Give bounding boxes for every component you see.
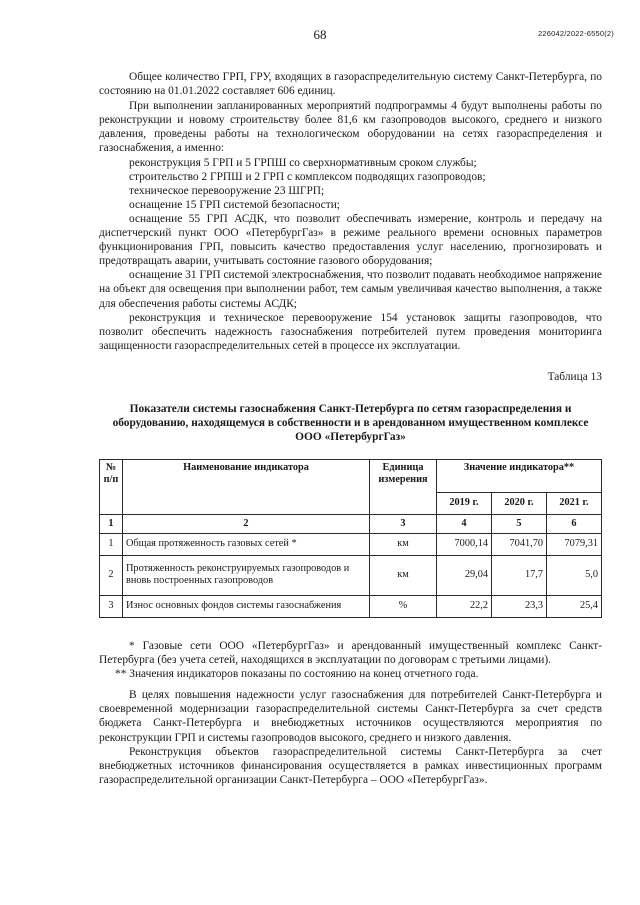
list-item: техническое перевооружение 23 ШГРП; xyxy=(129,184,325,197)
table-row xyxy=(100,595,602,617)
column-number: 5 xyxy=(492,514,547,533)
row-unit: км xyxy=(370,533,437,555)
row-value-2021: 7079,31 xyxy=(547,533,602,555)
row-num: 1 xyxy=(100,533,123,555)
header-num: № п/п xyxy=(100,459,123,514)
header-unit: Единица измерения xyxy=(370,459,437,514)
row-num: 3 xyxy=(100,595,123,617)
list-item: оснащение 31 ГРП системой электроснабжения, что позволит подавать необходимое напряжение на объект для освещения при выполнении работ, тем самым увеличивая качество выполнения, а также для обеспечения работы системы АСДК; xyxy=(99,269,602,310)
list-item: реконструкция и техническое перевооружение 154 установок защиты газопроводов, что позволит обеспечить надежность газоснабжения потребителей путем проведения мониторинга защищенности газораспределительных сетей в процессе их эксплуатации. xyxy=(99,311,602,352)
header-year-2021: 2021 г. xyxy=(547,492,602,514)
column-number: 6 xyxy=(547,514,602,533)
row-value-2019: 22,2 xyxy=(437,595,492,617)
list-item: реконструкция 5 ГРП и 5 ГРПШ со сверхнормативным сроком службы; xyxy=(129,156,477,169)
list-item: оснащение 15 ГРП системой безопасности; xyxy=(129,198,340,211)
paragraph: В целях повышения надежности услуг газоснабжения для потребителей Санкт-Петербурга и своевременной модернизации газораспределительной системы Санкт-Петербурга за счет средств бюджета Санкт-Петербурга и внебюджетных источников осуществляются мероприятия по реконструкции ГРП и системы газопроводов высокого, среднего и низкого давления. xyxy=(99,689,602,744)
row-name: Общая протяженность газовых сетей * xyxy=(123,533,370,555)
row-value-2020: 17,7 xyxy=(492,555,547,595)
row-value-2019: 29,04 xyxy=(437,555,492,595)
list-item: строительство 2 ГРПШ и 2 ГРП с комплексом подводящих газопроводов; xyxy=(129,170,486,183)
header-name: Наименование индикатора xyxy=(123,459,370,514)
row-value-2019: 7000,14 xyxy=(437,533,492,555)
row-num: 2 xyxy=(100,555,123,595)
column-number: 1 xyxy=(100,514,123,533)
row-unit: % xyxy=(370,595,437,617)
table-title: Показатели системы газоснабжения Санкт-Петербурга по сетям газораспределения и оборудованию, находящемуся в собственности и в арендованном имущественном комплексе ООО «ПетербургГаз» xyxy=(112,402,589,443)
column-number: 3 xyxy=(370,514,437,533)
page-number: 68 xyxy=(313,27,327,42)
row-value-2021: 5,0 xyxy=(547,555,602,595)
row-name: Протяженность реконструируемых газопроводов и вновь построенных газопроводов xyxy=(123,555,370,595)
column-number: 2 xyxy=(123,514,370,533)
row-value-2020: 23,3 xyxy=(492,595,547,617)
header-year-2019: 2019 г. xyxy=(437,492,492,514)
row-unit: км xyxy=(370,555,437,595)
document-code: 226042/2022-6550(2) xyxy=(538,29,614,38)
table-row xyxy=(100,533,602,555)
document-body xyxy=(99,70,602,787)
paragraph: Реконструкция объектов газораспределительной системы Санкт-Петербурга за счет внебюджетных источников финансирования осуществляется в рамках инвестиционных программ газораспределительной организации Санкт-Петербурга – ООО «ПетербургГаз». xyxy=(99,745,602,786)
table-row xyxy=(100,555,602,595)
indicators-table xyxy=(99,459,602,618)
list-item: оснащение 55 ГРП АСДК, что позволит обеспечивать измерение, контроль и передачу на диспетчерский пункт ООО «ПетербургГаз» в режиме реального времени основных параметров функционирования ГРП, повысить качество предоставления услуг населению, прогнозировать и предотвращать аварии, учитывать состояние газового оборудования; xyxy=(99,212,602,268)
row-name: Износ основных фондов системы газоснабжения xyxy=(123,595,370,617)
column-number-row xyxy=(100,514,602,533)
paragraph: При выполнении запланированных мероприятий подпрограммы 4 будут выполнены работы по реконструкции и новому строительству более 81,6 км газопроводов высокого, среднего и низкого давления, проведены работы на технологическом оборудовании на сетях газораспределения и газоснабжения, а именно: xyxy=(99,100,602,155)
table-label: Таблица 13 xyxy=(547,370,602,383)
paragraph: Общее количество ГРП, ГРУ, входящих в газораспределительную систему Санкт-Петербурга, по состоянию на 01.01.2022 составляет 606 единиц. xyxy=(99,71,602,98)
footnote: ** Значения индикаторов показаны по состоянию на конец отчетного года. xyxy=(115,668,479,681)
row-value-2020: 7041,70 xyxy=(492,533,547,555)
row-value-2021: 25,4 xyxy=(547,595,602,617)
footnote: * Газовые сети ООО «ПетербургГаз» и арендованный имущественный комплекс Санкт-Петербурга (без учета сетей, находящихся в эксплуатации по договорам с третьими лицами). xyxy=(99,639,602,667)
header-value-group: Значение индикатора** xyxy=(437,459,602,492)
column-number: 4 xyxy=(437,514,492,533)
header-year-2020: 2020 г. xyxy=(492,492,547,514)
